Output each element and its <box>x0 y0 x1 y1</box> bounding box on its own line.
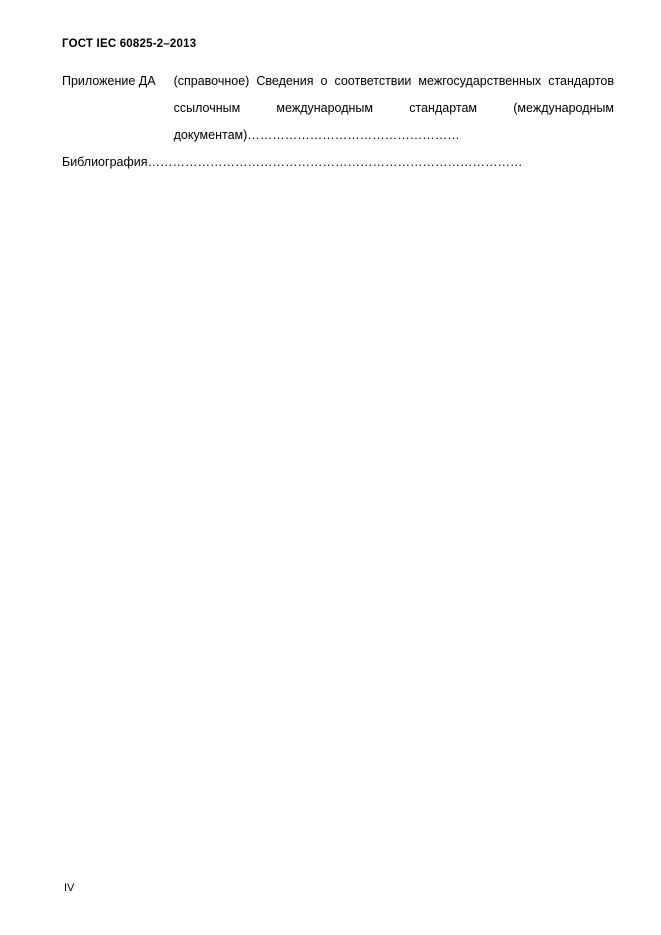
toc-entry-label: Библиография……………………………………………………………………………… <box>62 155 523 169</box>
toc-entry-bibliography <box>62 149 614 176</box>
table-of-contents <box>62 68 614 176</box>
page-number: IV <box>64 882 75 894</box>
toc-entry-label: Приложение ДА <box>62 74 156 88</box>
toc-entry-annex-da <box>62 68 614 149</box>
toc-entry-text: (справочное) Сведения о соответствии межгосударственных стандартов ссылочным международным стандартам (международным документам)…………………………………………… <box>173 74 614 142</box>
document-standard-number: ГОСТ IEC 60825-2–2013 <box>62 38 197 50</box>
